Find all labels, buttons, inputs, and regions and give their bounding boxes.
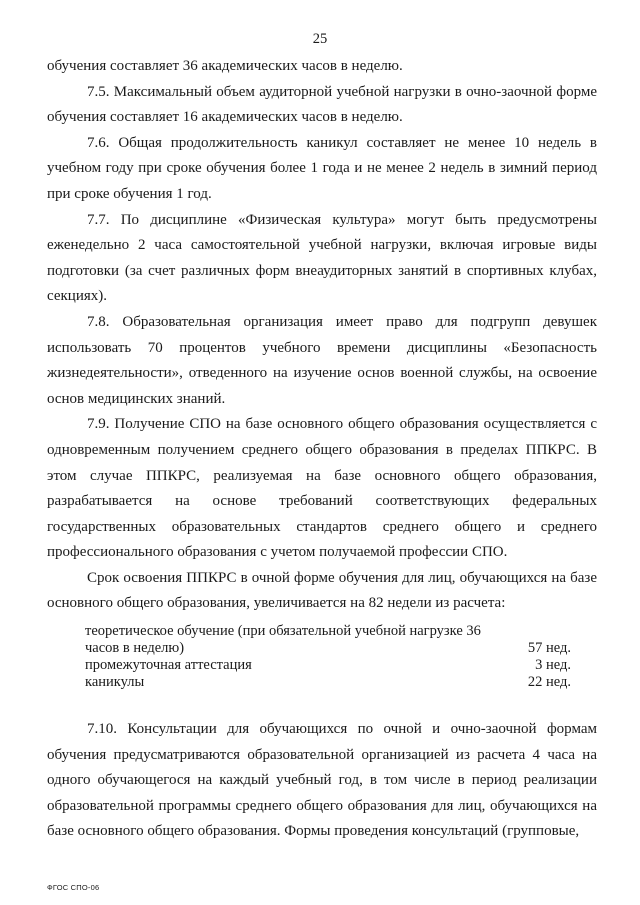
schedule-label: теоретическое обучение (при обязательной учебной нагрузке 36: [85, 623, 481, 640]
duration-schedule: [85, 623, 571, 691]
paragraph-7-10: 7.10. Консультации для обучающихся по очной и очно-заочной формам обучения предусматриваются образовательной организацией из расчета 4 часа на одного обучающегося на каждый учебный год, в том числе в период реализации образовательной программы среднего общего образования для лиц, обучающихся на базе основного общего образования. Формы проведения консультаций (групповые,: [47, 721, 597, 840]
schedule-row: [85, 640, 571, 657]
schedule-label: промежуточная аттестация: [85, 657, 252, 674]
paragraph-duration: Срок освоения ППКРС в очной форме обучения для лиц, обучающихся на базе основного общего образования, увеличивается на 82 недели из расчета:: [47, 569, 597, 612]
paragraph-7-8: 7.8. Образовательная организация имеет право для подгрупп девушек использовать 70 процентов учебного времени дисциплины «Безопасность жизнедеятельности», отведенного на изучение основ военной службы, на освоение основ медицинских знаний.: [47, 313, 597, 407]
schedule-value: [523, 623, 571, 640]
schedule-row: [85, 657, 571, 674]
schedule-value: 22 нед.: [527, 674, 571, 691]
paragraph-continuation: обучения составляет 36 академических часов в неделю.: [47, 58, 403, 74]
schedule-value: 3 нед.: [535, 657, 571, 674]
schedule-label: каникулы: [85, 674, 145, 691]
paragraph-7-9: 7.9. Получение СПО на базе основного общего образования осуществляется с одновременным получением среднего общего образования в пределах ППКРС. В этом случае ППКРС, реализуемая на базе основного общего образования, разрабатывается на основе требований соответствующих федеральных государственных образовательных стандартов среднего общего и среднего профессионального образования с учетом получаемой профессии СПО.: [47, 416, 597, 561]
schedule-value: 57 нед.: [527, 640, 571, 657]
footer-code: ФГОС СПО-06: [47, 883, 100, 892]
schedule-row: [85, 674, 571, 691]
schedule-label: часов в неделю): [85, 640, 185, 657]
paragraph-7-7: 7.7. По дисциплине «Физическая культура» могут быть предусмотрены еженедельно 2 часа самостоятельной учебной нагрузки, включая игровые виды подготовки (за счет различных форм внеаудиторных занятий в спортивных клубах, секциях).: [47, 211, 597, 305]
document-body: [47, 54, 597, 845]
paragraph-7-5: 7.5. Максимальный объем аудиторной учебной нагрузки в очно-заочной форме обучения составляет 16 академических часов в неделю.: [47, 83, 597, 126]
schedule-row: [85, 623, 571, 640]
page-number: 25: [312, 31, 328, 47]
paragraph-7-6: 7.6. Общая продолжительность каникул составляет не менее 10 недель в учебном году при сроке обучения более 1 года и не менее 2 недель в зимний период при сроке обучения 1 год.: [47, 134, 597, 202]
